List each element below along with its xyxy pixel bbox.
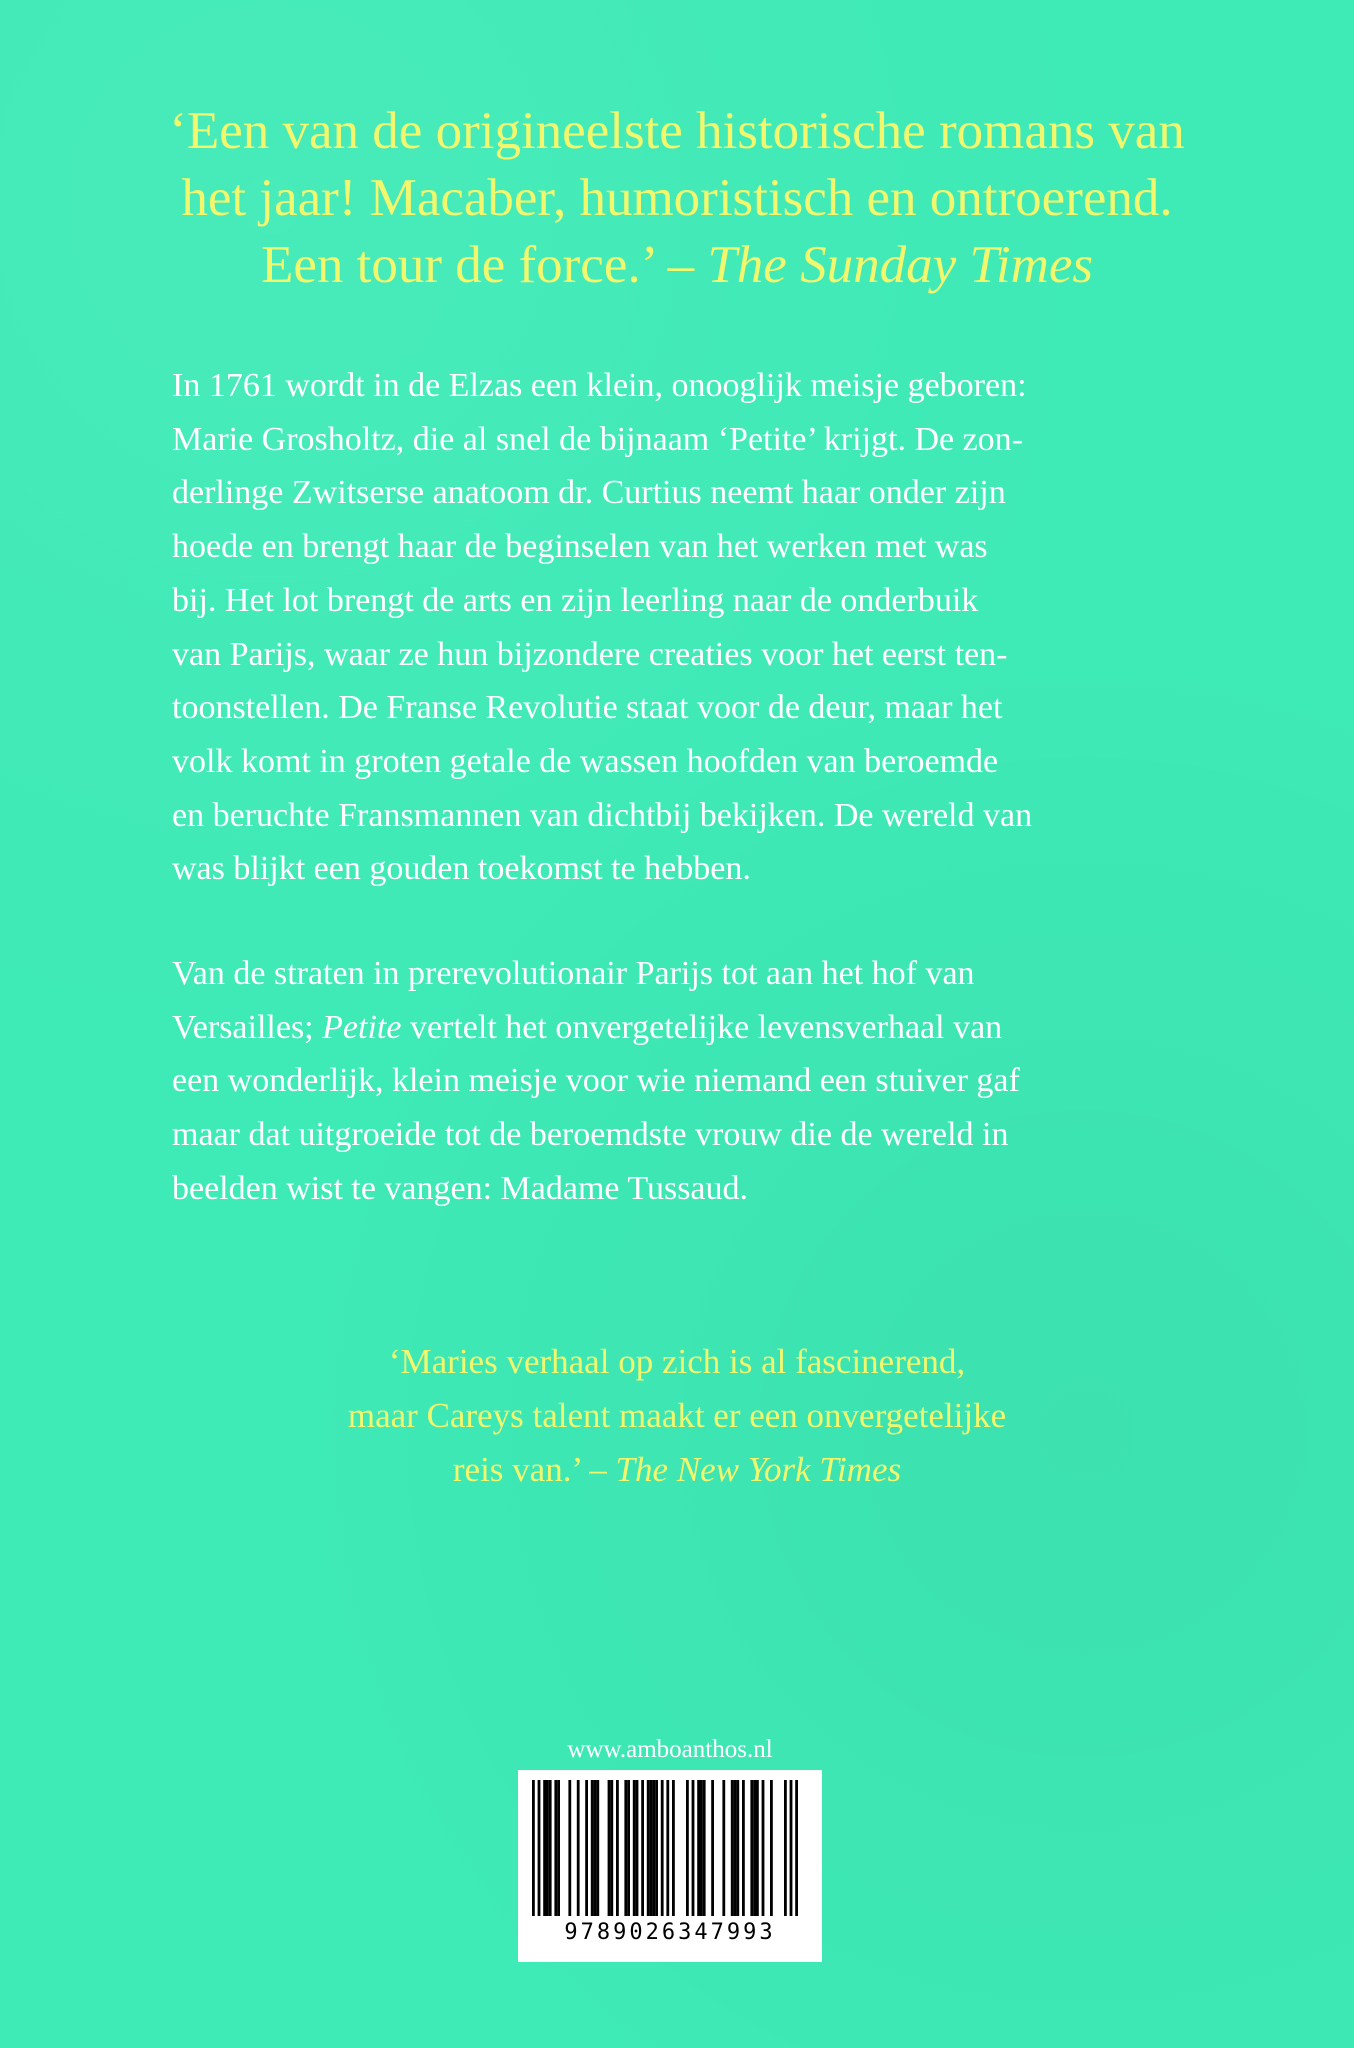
quote-line: ‘Maries verhaal op zich is al fascinerend, <box>388 1342 966 1381</box>
barcode-bar <box>568 1780 571 1916</box>
barcode-bars <box>518 1770 822 1920</box>
blurb-line: volk komt in groten getale de wassen hoofden van beroemde <box>172 742 999 780</box>
barcode-bar <box>591 1780 594 1916</box>
barcode-bar <box>722 1780 725 1916</box>
barcode-bar <box>795 1780 798 1916</box>
quote-text: Een tour de force.’ – <box>260 236 708 294</box>
blurb-line: toonstellen. De Franse Revolutie staat voor de deur, maar het <box>172 689 1003 727</box>
quote-line: maar Careys talent maakt er een onvergetelijke <box>347 1396 1007 1435</box>
barcode-bar <box>692 1780 695 1916</box>
blurb-line: was blijkt een gouden toekomst te hebben. <box>172 850 751 888</box>
publisher-url: www.amboanthos.nl <box>567 1736 773 1763</box>
barcode-bar <box>686 1780 689 1916</box>
quote-line <box>150 1443 1204 1497</box>
barcode-bar <box>627 1780 630 1916</box>
quote-source: The Sunday Times <box>707 236 1094 294</box>
barcode-bar <box>655 1780 658 1916</box>
barcode-bar <box>731 1780 734 1916</box>
quote-line: ‘Een van de origineelste historische romans van <box>169 102 1185 160</box>
blurb-paragraph-1 <box>172 359 1172 896</box>
barcode-bar <box>703 1780 706 1916</box>
barcode-bar <box>554 1780 557 1916</box>
barcode-bar <box>546 1780 549 1916</box>
barcode-bar <box>736 1780 739 1916</box>
barcode-bar <box>756 1780 759 1916</box>
quote-line: het jaar! Macaber, humoristisch en ontroerend. <box>181 169 1173 227</box>
review-quote-top <box>90 98 1264 299</box>
blurb-line: maar dat uitgroeide tot de beroemdste vrouw die de wereld in <box>172 1116 1009 1154</box>
barcode-bar <box>647 1780 650 1916</box>
barcode-bar <box>577 1780 580 1916</box>
barcode-bar <box>711 1780 714 1916</box>
barcode-bar <box>543 1780 546 1916</box>
blurb-line: hoede en brengt haar de beginselen van het werken met was <box>172 528 988 566</box>
barcode-bar <box>672 1780 675 1916</box>
barcode-bar <box>633 1780 636 1916</box>
quote-line <box>90 232 1264 299</box>
isbn-number: 9789026347993 <box>564 1920 776 1945</box>
blurb-line: Van de straten in prerevolutionair Parijs tot aan het hof van <box>172 955 975 992</box>
blurb-line: bij. Het lot brengt de arts en zijn leerling naar de onderbuik <box>172 581 979 619</box>
barcode-bar <box>616 1780 619 1916</box>
review-quote-bottom <box>150 1335 1204 1497</box>
barcode-bar <box>666 1780 669 1916</box>
barcode-bar <box>608 1780 611 1916</box>
blurb-line: derlinge Zwitserse anatoom dr. Curtius neemt haar onder zijn <box>172 474 1006 512</box>
barcode-bar <box>532 1780 535 1916</box>
barcode-bar <box>734 1780 737 1916</box>
blurb-line: en beruchte Fransmannen van dichtbij bekijken. De wereld van <box>172 796 1033 834</box>
barcode-bar <box>624 1780 627 1916</box>
blurb-line: In 1761 wordt in de Elzas een klein, onooglijk meisje geboren: <box>172 367 1027 404</box>
blurb-text: vertelt het onvergetelijke levensverhaal van <box>401 1008 1003 1046</box>
barcode-bar <box>700 1780 703 1916</box>
barcode-bar <box>585 1780 588 1916</box>
barcode-bar <box>661 1780 664 1916</box>
barcode-bar <box>770 1780 773 1916</box>
barcode-bar <box>538 1780 541 1916</box>
blurb-line: van Parijs, waar ze hun bijzondere creaties voor het eerst ten- <box>172 635 1008 673</box>
quote-source: The New York Times <box>615 1450 902 1489</box>
blurb-paragraph-2 <box>172 947 1172 1216</box>
barcode-bar <box>742 1780 745 1916</box>
barcode-bar <box>610 1780 613 1916</box>
barcode-bar <box>753 1780 756 1916</box>
blurb-line <box>172 1001 1172 1055</box>
barcode-bar <box>594 1780 597 1916</box>
blurb-line: beelden wist te vangen: Madame Tussaud. <box>172 1169 749 1207</box>
barcode-bar <box>557 1780 560 1916</box>
book-title: Petite <box>322 1008 402 1046</box>
quote-text: reis van.’ – <box>452 1450 616 1489</box>
blurb-line: een wonderlijk, klein meisje voor wie niemand een stuiver gaf <box>172 1062 1020 1100</box>
barcode-bar <box>790 1780 793 1916</box>
barcode-bar <box>636 1780 639 1916</box>
barcode-bar <box>750 1780 753 1916</box>
barcode-bar <box>549 1780 552 1916</box>
barcode-bar <box>697 1780 700 1916</box>
barcode-bar <box>596 1780 599 1916</box>
barcode <box>518 1770 822 1962</box>
barcode-bar <box>784 1780 787 1916</box>
barcode-bar <box>641 1780 644 1916</box>
barcode-bar <box>650 1780 653 1916</box>
blurb-text: Versailles; <box>172 1008 323 1046</box>
barcode-bar <box>652 1780 655 1916</box>
barcode-bar <box>762 1780 765 1916</box>
blurb-line: Marie Grosholtz, die al snel de bijnaam ‘Petite’ krijgt. De zon- <box>172 420 1023 458</box>
